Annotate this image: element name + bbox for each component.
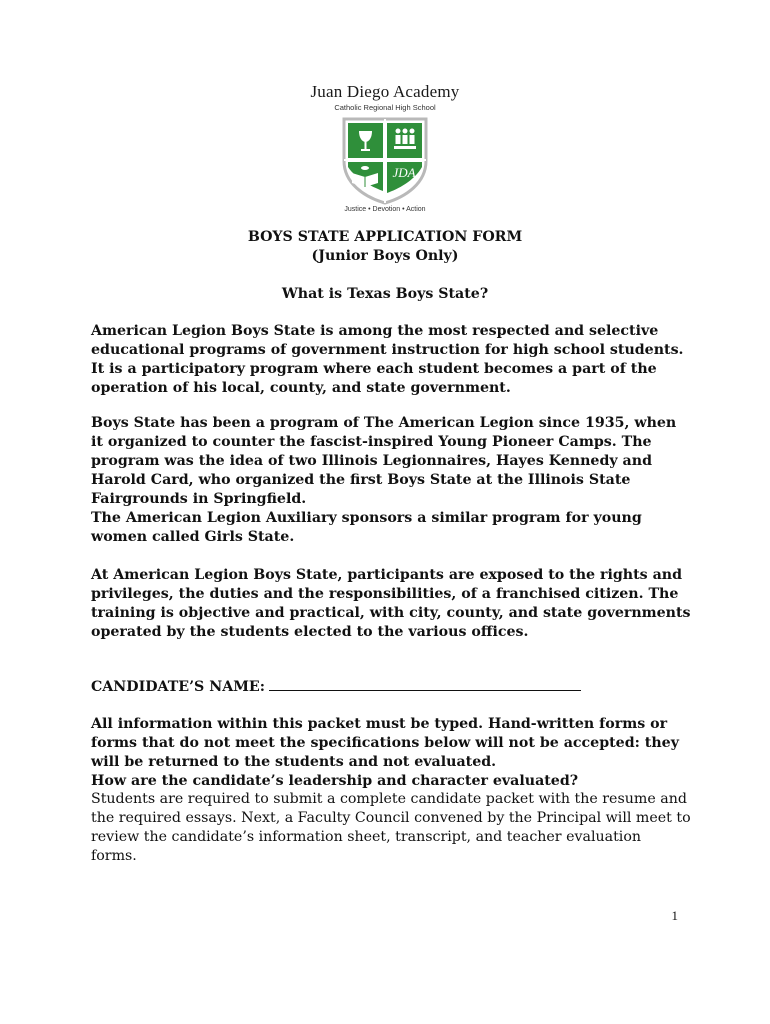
school-subtitle: Catholic Regional High School [334,103,436,112]
section-question: What is Texas Boys State? [281,286,489,302]
evaluation-heading: How are the candidate’s leadership and character evaluated? [91,773,579,789]
letterhead [0,82,770,213]
school-name: Juan Diego Academy [310,82,460,101]
evaluation-body: Students are required to submit a complete candidate packet with the resume and the required essays. Next, a Faculty Council convened by the Principal will meet to review the candidate’s information sheet, transcript, and teacher evaluation forms. [91,791,691,864]
paragraph-participants: At American Legion Boys State, participants are exposed to the rights and privileges, the duties and the responsibilities, of a franchised citizen. The training is objective and practical, with city, county, and state governments operated by the students elected to the various offices. [91,567,691,640]
candidate-name-label: CANDIDATE’S NAME: [91,679,265,695]
crest-initials: JDA [392,165,416,180]
school-motto: Justice • Devotion • Action [344,206,426,213]
paragraph-history: Boys State has been a program of The American Legion since 1935, when it organized to counter the fascist-inspired Young Pioneer Camps. The program was the idea of two Illinois Legionnaires, Hayes Kennedy and Harold Card, who organized the first Boys State at the Illinois State Fairgrounds in Springfield. [91,415,677,507]
school-crest-icon [342,117,428,205]
candidate-name-row [91,678,691,697]
typed-notice: All information within this packet must be typed. Hand-written forms or forms that do not meet the specifications below will not be accepted: they will be returned to the students and not evaluated. [91,716,679,770]
form-subtitle: (Junior Boys Only) [311,248,459,264]
paragraph-girls-state: The American Legion Auxiliary sponsors a similar program for young women called Girls State. [91,510,642,545]
page-number: 1 [671,908,678,923]
candidate-name-field[interactable] [269,689,581,691]
form-title: BOYS STATE APPLICATION FORM [247,229,523,245]
paragraph-intro: American Legion Boys State is among the most respected and selective educational programs of government instruction for high school students. It is a participatory program where each student becomes a part of the operation of his local, county, and state government. [91,323,684,396]
